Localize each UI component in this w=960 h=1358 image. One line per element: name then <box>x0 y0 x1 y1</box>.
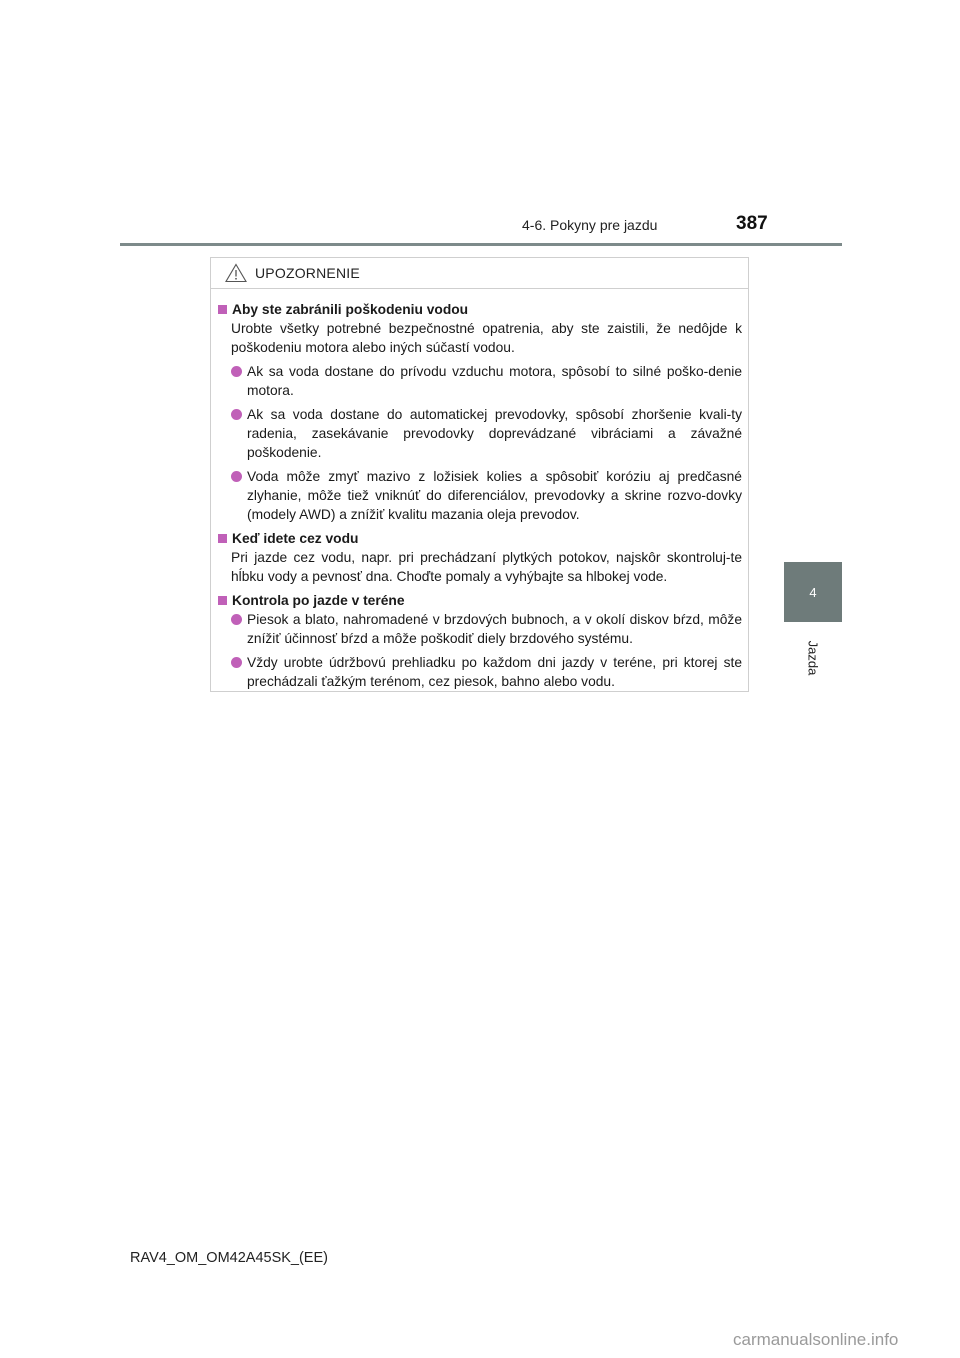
list-item-text: Ak sa voda dostane do prívodu vzduchu motora, spôsobí to silné poško-denie motora. <box>247 364 742 398</box>
section-heading-text: Kontrola po jazde v teréne <box>232 593 405 608</box>
header-divider <box>120 243 842 246</box>
list-item-text: Piesok a blato, nahromadené v brzdových bubnoch, a v okolí diskov bŕzd, môže znížiť účinnosť bŕzd a môže poškodiť diely brzdového systému. <box>247 612 742 646</box>
chapter-tab <box>784 562 842 622</box>
warning-header <box>211 258 748 289</box>
square-bullet-icon <box>218 305 227 314</box>
warning-body <box>211 289 748 691</box>
section-heading <box>218 529 742 548</box>
square-bullet-icon <box>218 534 227 543</box>
warning-box <box>210 257 749 692</box>
chapter-number: 4 <box>809 584 817 600</box>
round-bullet-icon <box>231 471 242 482</box>
section-title: 4-6. Pokyny pre jazdu <box>522 217 658 233</box>
section-intro: Urobte všetky potrebné bezpečnostné opatrenia, aby ste zaistili, že nedôjde k poškodeniu motora alebo iných súčastí vodou. <box>231 321 742 355</box>
list-item <box>218 467 742 524</box>
list-item <box>218 653 742 691</box>
round-bullet-icon <box>231 614 242 625</box>
section-heading-text: Aby ste zabránili poškodeniu vodou <box>232 302 469 317</box>
list-item-text: Ak sa voda dostane do automatickej prevodovky, spôsobí zhoršenie kvali-ty radenia, zasekávanie prevodovky doprevádzané vibráciami a závažné poškodenie. <box>247 407 742 460</box>
watermark: carmanualsonline.info <box>733 1330 899 1349</box>
round-bullet-icon <box>231 657 242 668</box>
square-bullet-icon <box>218 596 227 605</box>
round-bullet-icon <box>231 409 242 420</box>
list-item <box>218 405 742 462</box>
round-bullet-icon <box>231 366 242 377</box>
list-item-text: Voda môže zmyť mazivo z ložisiek kolies a spôsobiť koróziu aj predčasné zlyhanie, môže tiež vniknúť do diferenciálov, prevodovky a skrine rozvo-dovky (modely AWD) a znížiť kvalitu mazania oleja prevodov. <box>247 469 742 522</box>
section-heading <box>218 591 742 610</box>
chapter-label <box>788 628 838 688</box>
document-code: RAV4_OM_OM42A45SK_(EE) <box>130 1250 328 1266</box>
warning-triangle-icon <box>225 263 247 283</box>
list-item <box>218 362 742 400</box>
section-heading-text: Keď idete cez vodu <box>232 531 359 546</box>
page-number: 387 <box>736 213 768 234</box>
warning-title: UPOZORNENIE <box>255 265 360 281</box>
section-intro: Pri jazde cez vodu, napr. pri prechádzaní plytkých potokov, najskôr skontroluj-te hĺbku vody a pevnosť dna. Choďte pomaly a vyhýbajte sa hlbokej vode. <box>231 550 742 584</box>
list-item <box>218 610 742 648</box>
chapter-name: Jazda <box>805 640 821 676</box>
section-heading <box>218 300 742 319</box>
list-item-text: Vždy urobte údržbovú prehliadku po každom dni jazdy v teréne, pri ktorej ste prechádzali ťažkým terénom, cez piesok, bahno alebo vodu. <box>247 655 742 689</box>
